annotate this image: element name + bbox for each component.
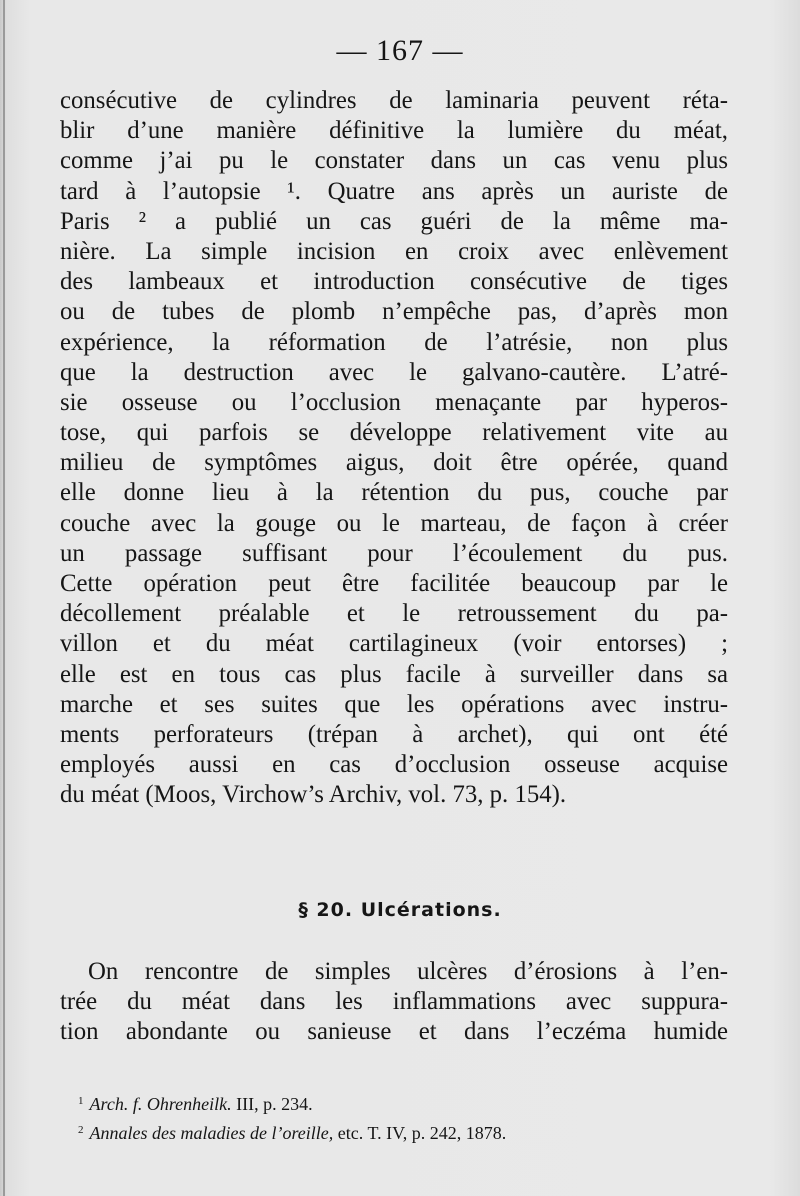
text-line: Cette opération peut être facilitée beaucoup par le (60, 570, 728, 597)
text-line: tose, qui parfois se développe relativement vite au (60, 419, 728, 447)
text-line: On rencontre de simples ulcères d’érosions à l’en- (88, 958, 728, 985)
section-paragraph (60, 957, 728, 1048)
text-line: elle donne lieu à la rétention du pus, couche par (60, 479, 728, 507)
footnote (78, 1117, 728, 1146)
text-line: Paris ² a publié un cas guéri de la même ma- (60, 207, 728, 235)
text-line: décollement préalable et le retroussement du pa- (60, 600, 728, 628)
footnote-source: Annales des maladies de l’oreille, (89, 1123, 334, 1143)
text-line: du méat (Moos, Virchow’s Archiv, vol. 73, p. 154). (60, 781, 567, 809)
text-line: sie osseuse ou l’occlusion menaçante par hyperos- (60, 388, 728, 416)
footnote-reference: etc. T. IV, p. 242, 1878. (333, 1123, 507, 1143)
text-line: milieu de symptômes aigus, doit être opérée, quand (60, 449, 728, 477)
footnote-source: Arch. f. Ohrenheilk. (89, 1094, 232, 1114)
text-line: ments perforateurs (trépan à archet), qui ont été (60, 720, 728, 748)
text-line: que la destruction avec le galvano-cautère. L’atré- (60, 358, 728, 386)
footnotes (78, 1088, 728, 1146)
text-line: villon et du méat cartilagineux (voir entorses) ; (60, 630, 728, 658)
text-line: trée du méat dans les inflammations avec suppura- (60, 988, 728, 1016)
body-paragraph (60, 86, 728, 811)
text-line: tard à l’autopsie ¹. Quatre ans après un auriste de (60, 177, 728, 205)
page-number: — 167 — (336, 34, 464, 67)
footnote-mark: 2 (78, 1124, 84, 1136)
footnote-mark: 1 (78, 1095, 84, 1107)
text-line: elle est en tous cas plus facile à surveiller dans sa (60, 660, 728, 688)
text-line: blir d’une manière définitive la lumière du méat, (60, 117, 728, 145)
text-line: employés aussi en cas d’occlusion osseuse acquise (60, 751, 728, 779)
text-line: expérience, la réformation de l’atrésie, non plus (60, 328, 728, 356)
section-heading: § 20. Ulcérations. (298, 899, 502, 921)
text-line: nière. La simple incision en croix avec enlèvement (60, 237, 728, 265)
text-line: ou de tubes de plomb n’empêche pas, d’après mon (60, 298, 728, 326)
text-line: comme j’ai pu le constater dans un cas venu plus (60, 147, 728, 175)
page-gutter-shadow (3, 0, 5, 1196)
text-line: couche avec la gouge ou le marteau, de façon à créer (60, 509, 728, 537)
footnote (78, 1088, 728, 1117)
text-line: consécutive de cylindres de laminaria peuvent réta- (60, 87, 728, 114)
text-line: marche et ses suites que les opérations avec instru- (60, 690, 728, 718)
text-line: un passage suffisant pour l’écoulement du pus. (60, 539, 728, 567)
text-line: tion abondante ou sanieuse et dans l’eczéma humide (60, 1018, 728, 1046)
footnote-reference: III, p. 234. (231, 1094, 313, 1114)
text-line: des lambeaux et introduction consécutive de tiges (60, 268, 728, 296)
